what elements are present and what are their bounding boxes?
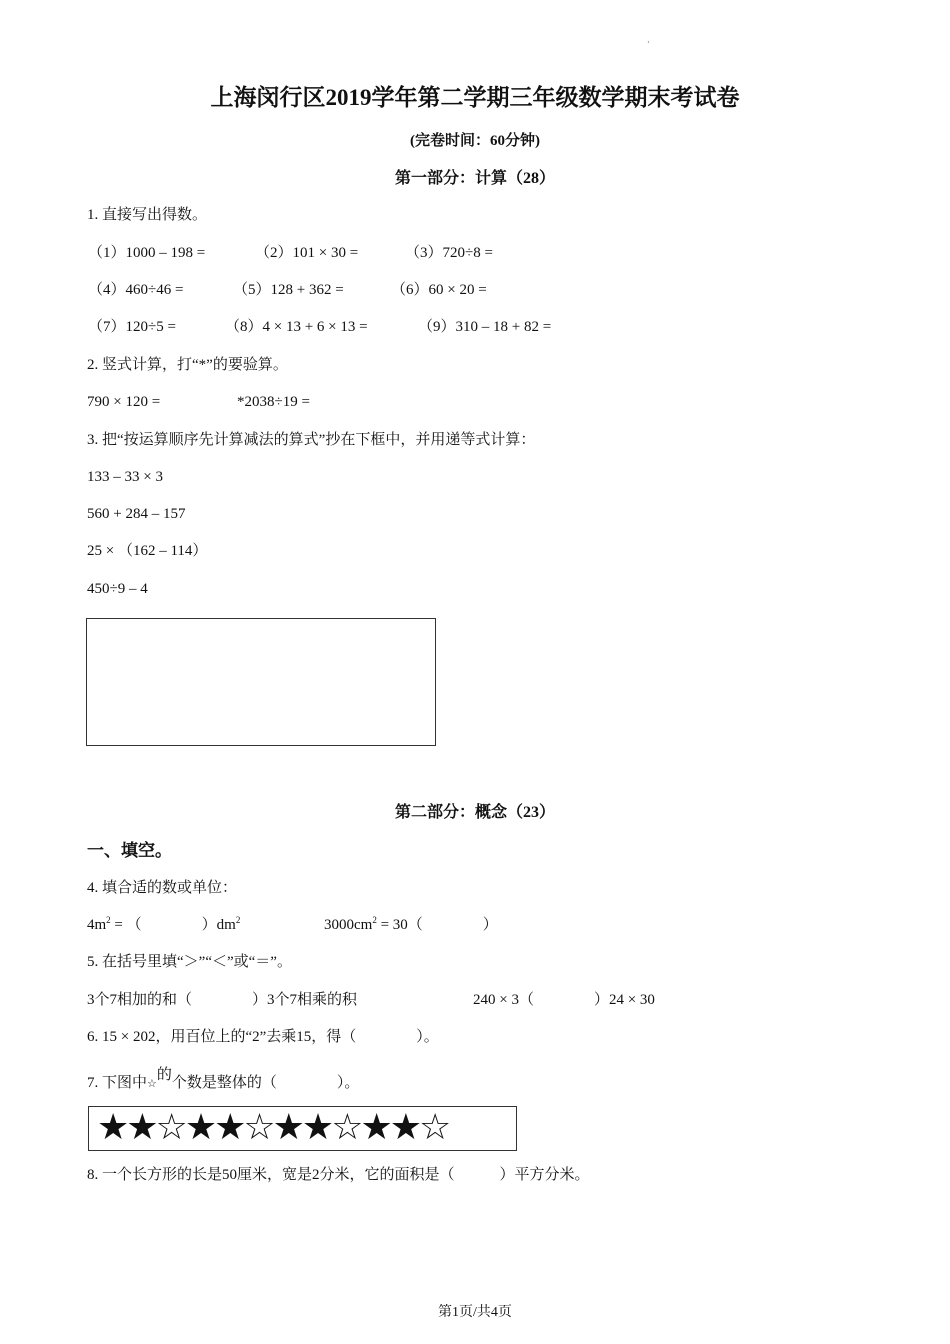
q1-item: （7）120÷5 =	[88, 319, 176, 335]
q7-text	[87, 1067, 360, 1094]
q1-item: （5）128 + 362 =	[233, 282, 344, 298]
q3-item: 560 + 284 – 157	[87, 506, 186, 522]
q3-item: 25 × （162 – 114）	[87, 543, 208, 559]
q1-item: （1）1000 – 198 =	[88, 245, 206, 261]
q2-item: 790 × 120 =	[87, 394, 161, 410]
q3-item: 133 – 33 × 3	[87, 469, 163, 485]
q2-text: 2. 竖式计算，打“*”的要验算。	[87, 357, 288, 373]
q4-a-mid: = （ ）dm	[110, 917, 236, 933]
q8-text: 8. 一个长方形的长是50厘米，宽是2分米，它的面积是（ ）平方分米。	[87, 1167, 590, 1183]
q1-text: 1. 直接写出得数。	[87, 207, 208, 223]
exam-time: (完卷时间：60分钟)	[410, 133, 540, 149]
q4-a-pre: 4m	[87, 917, 107, 933]
superscript: 2	[106, 915, 111, 925]
star-figure	[88, 1106, 517, 1151]
q4-item-b	[324, 915, 498, 935]
q5-text: 5. 在括号里填“＞”“＜”或“＝”。	[87, 954, 292, 970]
q7-pre: 7. 下图中	[87, 1075, 148, 1091]
page-title: 上海闵行区2019学年第二学期三年级数学期末考试卷	[210, 85, 740, 110]
stars-row: ★★☆★★☆★★☆★★☆	[97, 1107, 449, 1148]
section-heading: 一、填空。	[87, 841, 172, 860]
superscript: 2	[372, 915, 377, 925]
part1-heading: 第一部分：计算（28）	[394, 170, 555, 187]
q1-item: （4）460÷46 =	[88, 282, 184, 298]
q1-item: （8）4 × 13 + 6 × 13 =	[225, 319, 368, 335]
part2-heading: 第二部分：概念（23）	[394, 804, 555, 821]
header-mark: ·	[647, 38, 650, 47]
q2-item: *2038÷19 =	[237, 394, 310, 410]
q3-item: 450÷9 – 4	[87, 581, 148, 597]
q4-b-pre: 3000cm	[324, 917, 373, 933]
q3-text: 3. 把“按运算顺序先计算减法的算式”抄在下框中，并用递等式计算：	[87, 432, 536, 448]
q1-item: （2）101 × 30 =	[255, 245, 359, 261]
q5-item-a: 3个7相加的和（ ）3个7相乘的积	[87, 992, 358, 1008]
q4-text: 4. 填合适的数或单位：	[87, 880, 238, 896]
q1-item: （3）720÷8 =	[405, 245, 493, 261]
q4-b-mid: = 30（ ）	[376, 917, 498, 933]
star-outline-icon: ☆	[147, 1077, 157, 1090]
q7-raised: 的	[156, 1067, 172, 1083]
answer-box[interactable]	[86, 618, 436, 746]
q6-text: 6. 15 × 202，用百位上的“2”去乘15，得（ ）。	[87, 1029, 439, 1045]
q1-item: （6）60 × 20 =	[391, 282, 487, 298]
q4-item-a	[87, 915, 240, 935]
superscript: 2	[235, 915, 241, 925]
q5-item-b: 240 × 3（ ）24 × 30	[473, 992, 655, 1008]
q1-item: （9）310 – 18 + 82 =	[418, 319, 552, 335]
q7-post: 个数是整体的（ ）。	[171, 1075, 360, 1091]
page-footer: 第1页/共4页	[438, 1305, 512, 1320]
